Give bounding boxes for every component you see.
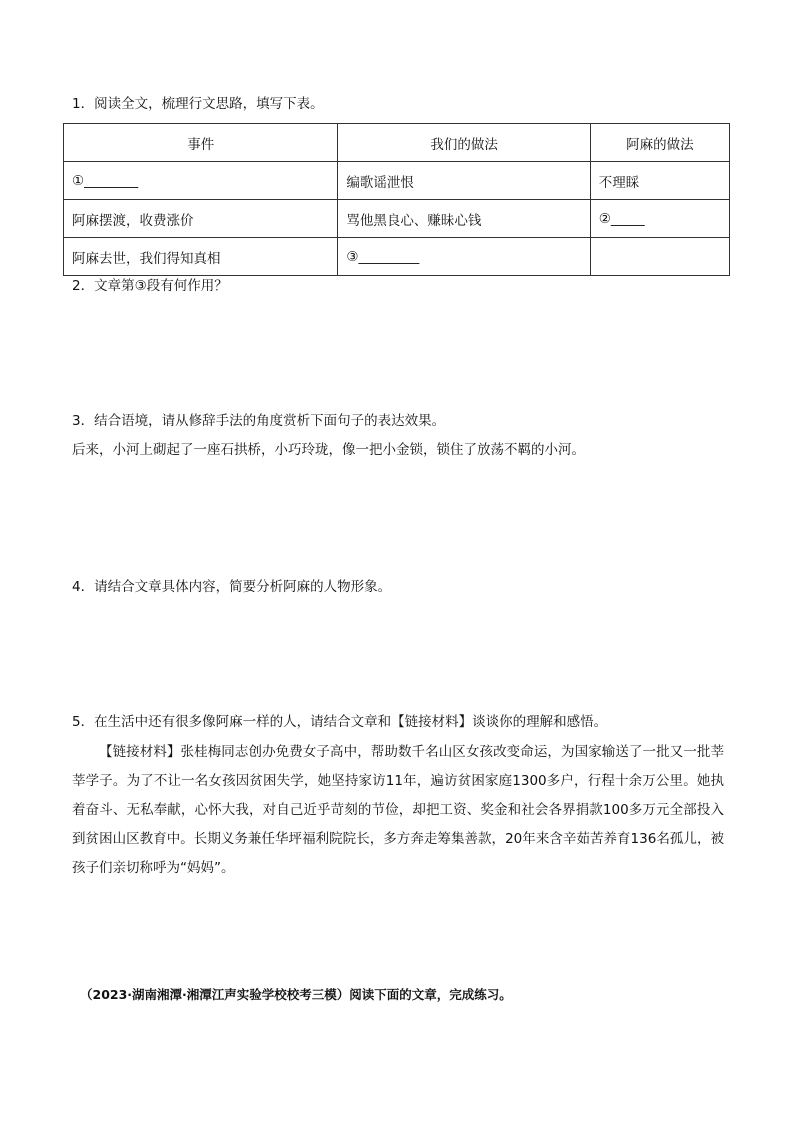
table-cell: 阿麻摆渡，收费涨价	[64, 200, 338, 238]
table-cell: ③_________	[338, 238, 590, 276]
linked-material-paragraph: 【链接材料】张桂梅同志创办免费女子高中，帮助数千名山区女孩改变命运，为国家输送了一批又一批莘莘学子。为了不让一名女孩因贫困失学，她坚持家访11年，遍访贫困家庭1300多户，行程十余万公里。她执着奋斗、无私奉献，心怀大我，对自己近乎苛刻的节俭，却把工资、奖金和社会各界捐款100多万元全部投入到贫困山区教育中。长期义务兼任华坪福利院院长，多方奔走筹集善款，20年来含辛茹苦养育136名孤儿，被孩子们亲切称呼为“妈妈”。	[72, 744, 724, 876]
table-cell: 阿麻去世，我们得知真相	[64, 238, 338, 276]
table-row	[64, 238, 730, 276]
answer-table	[63, 123, 730, 276]
table-cell: ②_____	[590, 200, 729, 238]
header-ama-action: 阿麻的做法	[590, 124, 729, 162]
source-citation: （2023·湖南湘潭·湘潭江声实验学校校考三模）阅读下面的文章，完成练习。	[80, 987, 512, 1002]
question-2: 2．文章第③段有何作用？	[72, 278, 228, 294]
table-cell: ①________	[64, 162, 338, 200]
table-cell: 不理睬	[590, 162, 729, 200]
header-event: 事件	[64, 124, 338, 162]
question-1: 1．阅读全文，梳理行文思路，填写下表。	[72, 96, 324, 112]
question-3-sentence: 后来，小河上砌起了一座石拱桥，小巧玲珑，像一把小金锁，锁住了放荡不羁的小河。	[72, 442, 585, 458]
header-our-action: 我们的做法	[338, 124, 590, 162]
table-row	[64, 162, 730, 200]
table-row	[64, 200, 730, 238]
question-4: 4．请结合文章具体内容，简要分析阿麻的人物形象。	[72, 579, 392, 595]
table-cell: 骂他黑良心、赚昧心钱	[338, 200, 590, 238]
question-3: 3．结合语境，请从修辞手法的角度赏析下面句子的表达效果。	[72, 413, 446, 429]
table-cell	[590, 238, 729, 276]
table-header-row	[64, 124, 730, 162]
question-5: 5．在生活中还有很多像阿麻一样的人，请结合文章和【链接材料】谈谈你的理解和感悟。	[72, 714, 608, 730]
table-cell: 编歌谣泄恨	[338, 162, 590, 200]
